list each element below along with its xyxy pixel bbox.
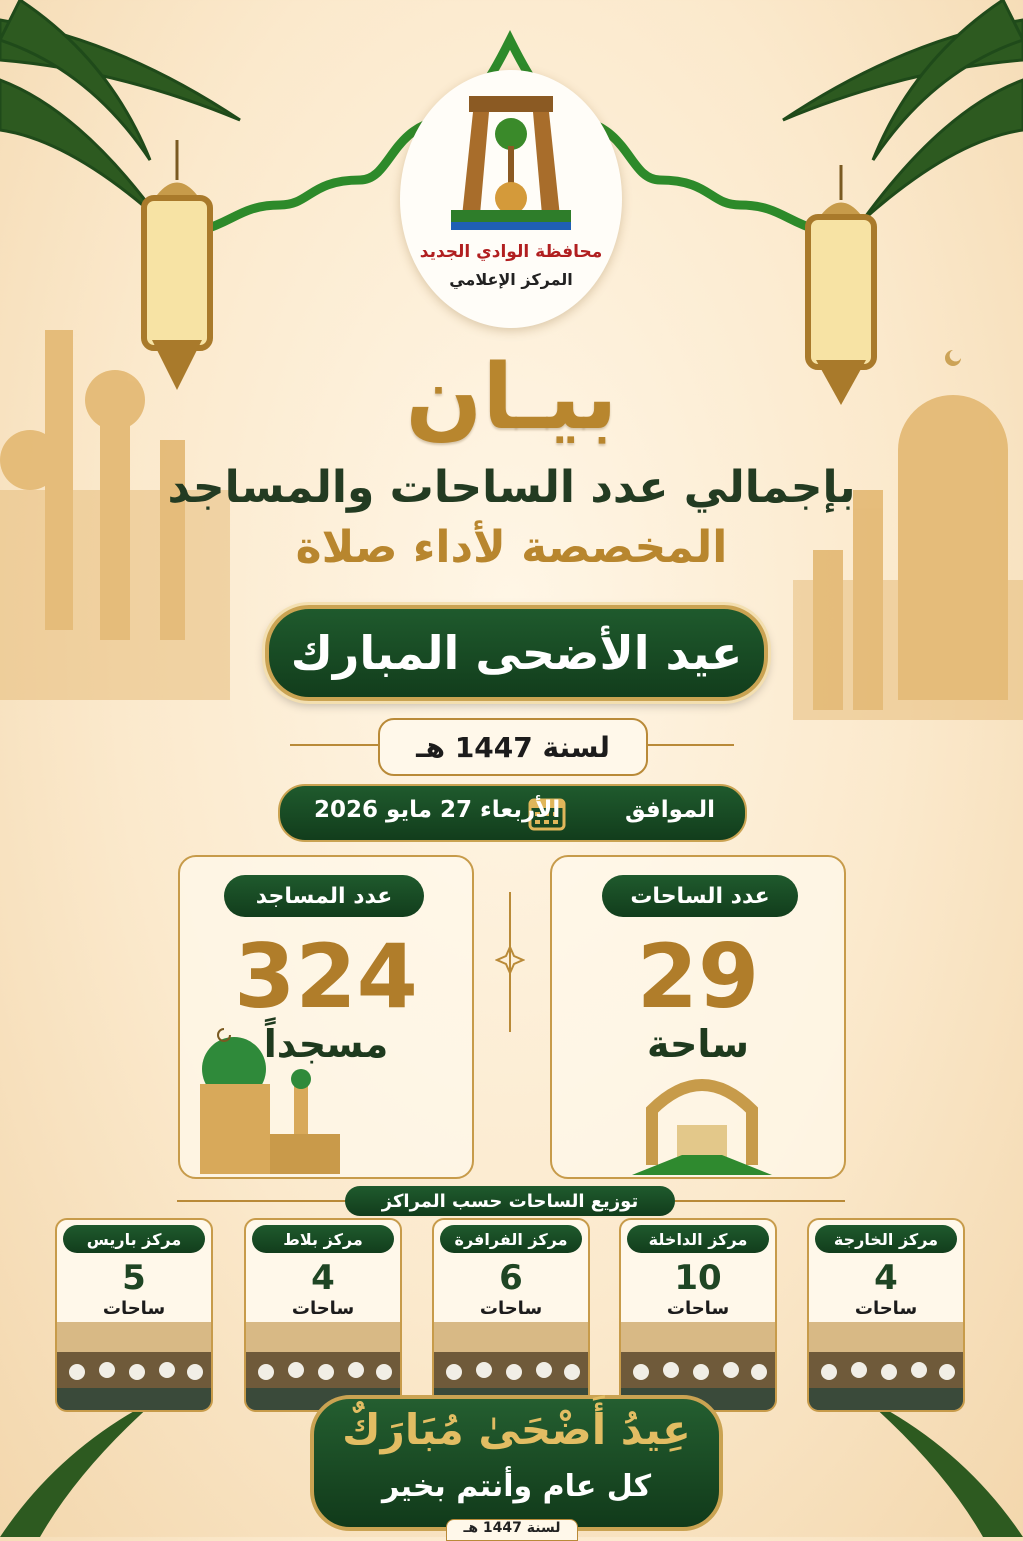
squares-unit: ساحة bbox=[646, 1022, 750, 1066]
center-name: مركز بلاط bbox=[252, 1225, 394, 1253]
subtitle-line-1: بإجمالي عدد الساحات والمساجد bbox=[167, 462, 856, 513]
center-unit: ساحات bbox=[291, 1298, 355, 1319]
center-name: مركز الفرافرة bbox=[440, 1225, 582, 1253]
main-title: بيـان bbox=[405, 345, 618, 450]
governorate-emblem bbox=[451, 86, 571, 236]
distribution-title: توزيع الساحات حسب المراكز bbox=[345, 1186, 675, 1216]
year-divider-right bbox=[644, 744, 734, 746]
center-unit: ساحات bbox=[479, 1298, 543, 1319]
mosques-unit: مسجداً bbox=[263, 1022, 389, 1066]
squares-label: عدد الساحات bbox=[602, 875, 798, 917]
mosque-illustration bbox=[184, 999, 344, 1175]
prayer-square-illustration bbox=[612, 1065, 792, 1175]
center-count: 5 bbox=[122, 1258, 146, 1298]
squares-count: 29 bbox=[636, 925, 760, 1028]
center-unit: ساحات bbox=[666, 1298, 730, 1319]
worshippers-crowd-image bbox=[809, 1322, 963, 1410]
center-count: 4 bbox=[874, 1258, 898, 1298]
footer-year: لسنة 1447 هـ bbox=[446, 1519, 578, 1541]
squares-card bbox=[550, 855, 846, 1179]
worshippers-crowd-image bbox=[57, 1322, 211, 1410]
year-label: لسنة 1447 هـ bbox=[378, 718, 648, 776]
center-card bbox=[55, 1218, 213, 1412]
center-unit: ساحات bbox=[854, 1298, 918, 1319]
date-label: الموافق bbox=[624, 797, 715, 823]
center-name: مركز الداخلة bbox=[627, 1225, 769, 1253]
date-value: الأربعاء 27 مايو 2026 bbox=[314, 797, 561, 823]
distribution-line-left bbox=[177, 1200, 347, 1202]
distribution-line-right bbox=[675, 1200, 845, 1202]
greeting-banner bbox=[310, 1395, 723, 1531]
mosques-label: عدد المساجد bbox=[224, 875, 424, 917]
mosques-count: 324 bbox=[234, 925, 418, 1028]
center-count: 10 bbox=[674, 1258, 722, 1298]
ornament-icon bbox=[495, 945, 525, 975]
center-name: مركز الخارجة bbox=[815, 1225, 957, 1253]
logo-subtitle: المركز الإعلامي bbox=[449, 270, 573, 289]
occasion-banner: عيد الأضحى المبارك bbox=[265, 605, 768, 701]
governorate-logo bbox=[400, 70, 622, 328]
center-card bbox=[244, 1218, 402, 1412]
center-name: مركز باريس bbox=[63, 1225, 205, 1253]
center-count: 4 bbox=[311, 1258, 335, 1298]
greeting-wish: كل عام وأنتم بخير bbox=[381, 1469, 652, 1504]
subtitle-line-2: المخصصة لأداء صلاة bbox=[295, 522, 728, 573]
eid-greeting: عِيدُ أَضْحَىٰ مُبَارَكٌ bbox=[342, 1405, 691, 1454]
logo-title: محافظة الوادي الجديد bbox=[419, 242, 603, 262]
year-divider-left bbox=[290, 744, 380, 746]
mosques-card bbox=[178, 855, 474, 1179]
center-card bbox=[807, 1218, 965, 1412]
center-count: 6 bbox=[499, 1258, 523, 1298]
center-card bbox=[432, 1218, 590, 1412]
center-card bbox=[619, 1218, 777, 1412]
center-unit: ساحات bbox=[102, 1298, 166, 1319]
date-bar bbox=[278, 784, 747, 842]
